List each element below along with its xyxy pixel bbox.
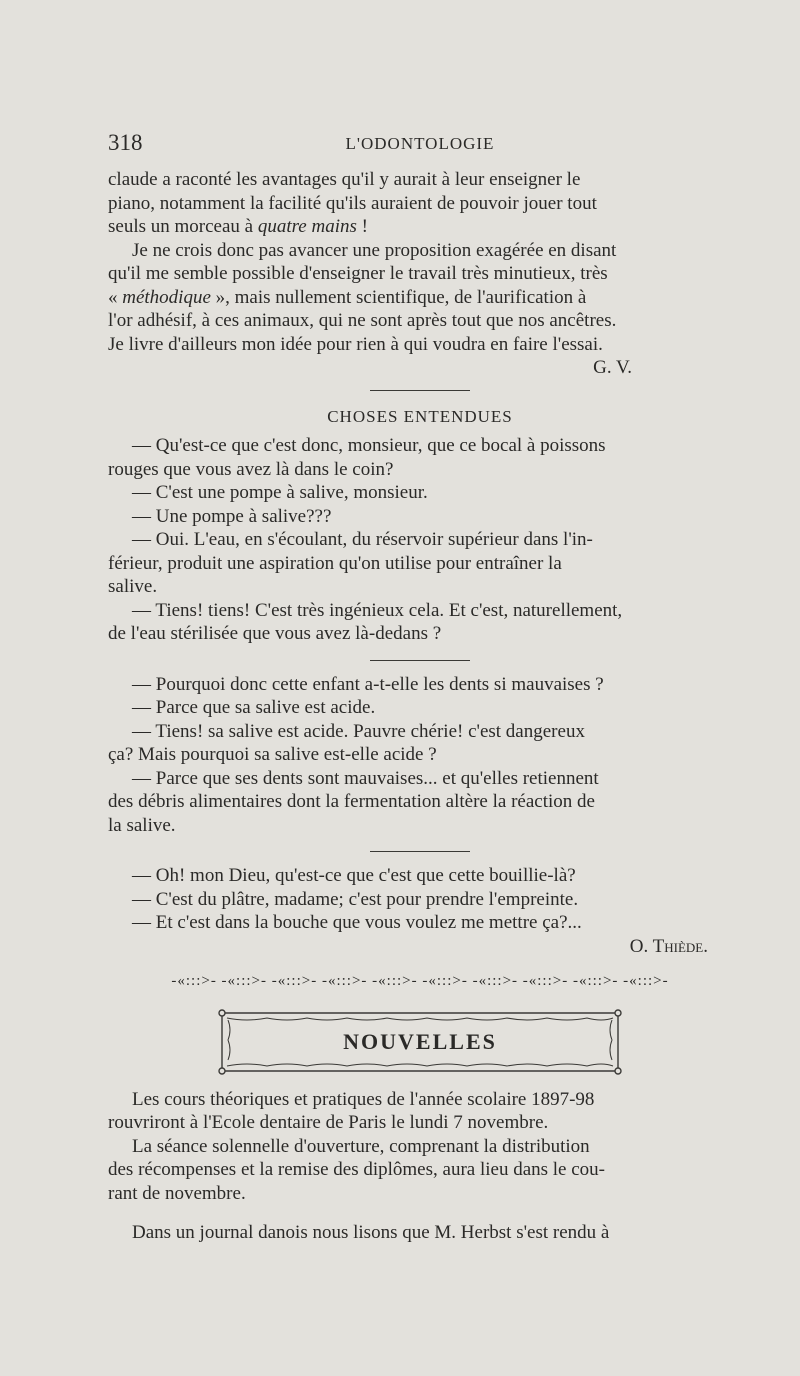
article-paragraph: claude a raconté les avantages qu'il y aurait à leur enseigner le piano, notamment la facilité qu'ils auraient de pouvoir jouer tout seuls un morceau à quatre mains ! — [108, 169, 597, 237]
text-line: — Oh! mon Dieu, qu'est-ce que c'est que cette bouillie-là? — [132, 865, 576, 886]
text-line: férieur, produit une aspiration qu'on utilise pour entraîner la — [108, 552, 562, 574]
text-line: rouges que vous avez là dans le coin? — [108, 458, 394, 480]
text-line: des débris alimentaires dont la fermentation altère la réaction de — [108, 791, 595, 812]
section-signature: O. Thiède. — [629, 935, 708, 957]
text-line: — Tiens! tiens! C'est très ingénieux cela. Et c'est, naturellement, — [132, 599, 623, 621]
text-line: — Une pompe à salive??? — [132, 505, 332, 527]
text-line: la salive. — [108, 814, 176, 836]
text-line: ça? Mais pourquoi sa salive est-elle acide ? — [108, 744, 437, 765]
text-line: rouvriront à l'Ecole dentaire de Paris le lundi 7 novembre. — [108, 1112, 549, 1133]
nouvelles-frame — [217, 1008, 623, 1076]
divider-rule — [370, 851, 470, 852]
text-line: rant de novembre. — [108, 1182, 246, 1204]
running-title: L'ODONTOLOGIE — [345, 134, 495, 153]
text-line: — C'est une pompe à salive, monsieur. — [132, 482, 428, 503]
divider-rule — [370, 660, 470, 661]
text-line: — Pourquoi donc cette enfant a-t-elle les dents si mauvaises ? — [132, 673, 604, 695]
page-body — [108, 168, 732, 1245]
text-line: — Tiens! sa salive est acide. Pauvre chérie! c'est dangereux — [132, 720, 585, 742]
article-signature: G. V. — [593, 357, 632, 378]
section-title: CHOSES ENTENDUES — [327, 406, 513, 426]
ornament-divider: -«:::>- -«:::>- -«:::>- -«:::>- -«:::>- -«:::>- -«:::>- -«:::>- -«:::>- -«:::>- — [171, 973, 669, 989]
text-line: — Qu'est-ce que c'est donc, monsieur, que ce bocal à poissons — [132, 435, 606, 456]
dialogue-block — [108, 673, 732, 838]
article-paragraph: Je ne crois donc pas avancer une proposition exagérée en disant qu'il me semble possible d'enseigner le travail très minutieux, très « méthodique », mais nullement scientifique, de l'aurification à l'or adhésif, à ces animaux, qui ne sont après tout que nos ancêtres. Je livre d'ailleurs mon idée pour rien à qui voudra en faire l'essai. — [108, 239, 617, 355]
text-line: — C'est du plâtre, madame; c'est pour prendre l'empreinte. — [132, 888, 579, 910]
text-line: — Parce que ses dents sont mauvaises... et qu'elles retiennent — [132, 767, 599, 789]
nouvelles-title: NOUVELLES — [343, 1028, 497, 1054]
text-line: — Et c'est dans la bouche que vous voulez me mettre ça?... — [132, 912, 582, 933]
text-line: — Parce que sa salive est acide. — [132, 697, 376, 718]
text-line: salive. — [108, 576, 158, 597]
text-line: La séance solennelle d'ouverture, comprenant la distribution — [132, 1135, 590, 1157]
page-header — [108, 130, 732, 160]
text-line: des récompenses et la remise des diplômes, aura lieu dans le cou- — [108, 1159, 605, 1180]
dialogue-block — [108, 864, 732, 935]
dialogue-block — [108, 434, 732, 646]
page-number: 318 — [108, 130, 143, 155]
text-line: — Oui. L'eau, en s'écoulant, du réservoir supérieur dans l'in- — [132, 529, 593, 550]
text-line: Les cours théoriques et pratiques de l'année scolaire 1897-98 — [132, 1088, 595, 1110]
news-paragraph — [108, 1088, 732, 1135]
text-line: de l'eau stérilisée que vous avez là-dedans ? — [108, 623, 442, 644]
news-paragraph — [108, 1135, 732, 1206]
news-paragraph: Dans un journal danois nous lisons que M. Herbst s'est rendu à — [132, 1222, 610, 1243]
divider-rule — [370, 390, 470, 391]
